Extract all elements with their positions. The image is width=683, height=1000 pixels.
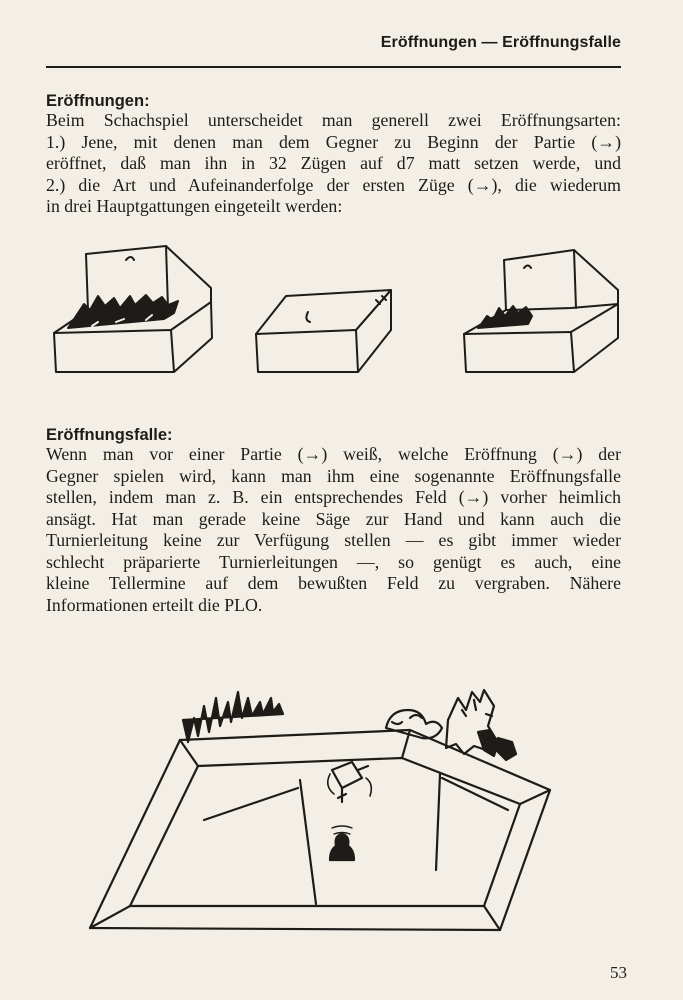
- openings-line-2: 1.) Jene, mit denen man dem Gegner zu Beginn der Partie (→): [46, 131, 621, 152]
- trap-line-2: Gegner spielen wird, kann man ihm eine sogenannte Eröffnungsfalle: [46, 465, 621, 486]
- trap-line-8: Informationen erteilt die PLO.: [46, 594, 263, 615]
- trap-illustration: [80, 670, 580, 950]
- trap-line-6: schlecht präparierte Turnierleitungen —, so genügt es auch, eine: [46, 551, 621, 572]
- trap-line-5: Turnierleitung keine zur Verfügung stellen — es gibt immer wieder: [46, 530, 621, 550]
- openings-line-4: 2.) die Art und Aufeinanderfolge der ersten Züge (→), die wiederum: [46, 174, 621, 195]
- open-box-rubble: [54, 246, 212, 372]
- closed-box: [256, 290, 391, 372]
- trap-paragraph: [46, 444, 621, 616]
- page-number: 53: [610, 963, 627, 982]
- openings-paragraph: [46, 110, 621, 218]
- running-header: Eröffnungen — Eröffnungsfalle: [380, 34, 621, 51]
- trap-heading: Eröffnungsfalle:: [46, 426, 173, 444]
- trap-line-7: kleine Tellermine auf dem bewußten Feld zu vergraben. Nähere: [46, 573, 621, 593]
- trap-line-3: stellen, indem man z. B. ein entsprechendes Feld (→) vorher heimlich: [46, 487, 621, 507]
- openings-line-5: in drei Hauptgattungen eingeteilt werden:: [46, 196, 343, 216]
- header-rule: [46, 66, 621, 68]
- trap-line-4: ansägt. Hat man gerade keine Säge zur Hand und kann auch die: [46, 508, 621, 529]
- three-boxes-illustration: [46, 238, 626, 378]
- falling-piece: [328, 762, 372, 860]
- open-box-small-pile: [464, 250, 618, 372]
- openings-line-1: Beim Schachspiel unterscheidet man generell zwei Eröffnungsarten:: [46, 110, 621, 130]
- grass-tuft: [183, 692, 283, 742]
- openings-line-3: eröffnet, daß man ihn in 32 Zügen auf d7 matt setzen werde, und: [46, 153, 621, 173]
- trap-line-1: Wenn man vor einer Partie (→) weiß, welche Eröffnung (→) der: [46, 444, 621, 464]
- openings-heading: Eröffnungen:: [46, 92, 150, 110]
